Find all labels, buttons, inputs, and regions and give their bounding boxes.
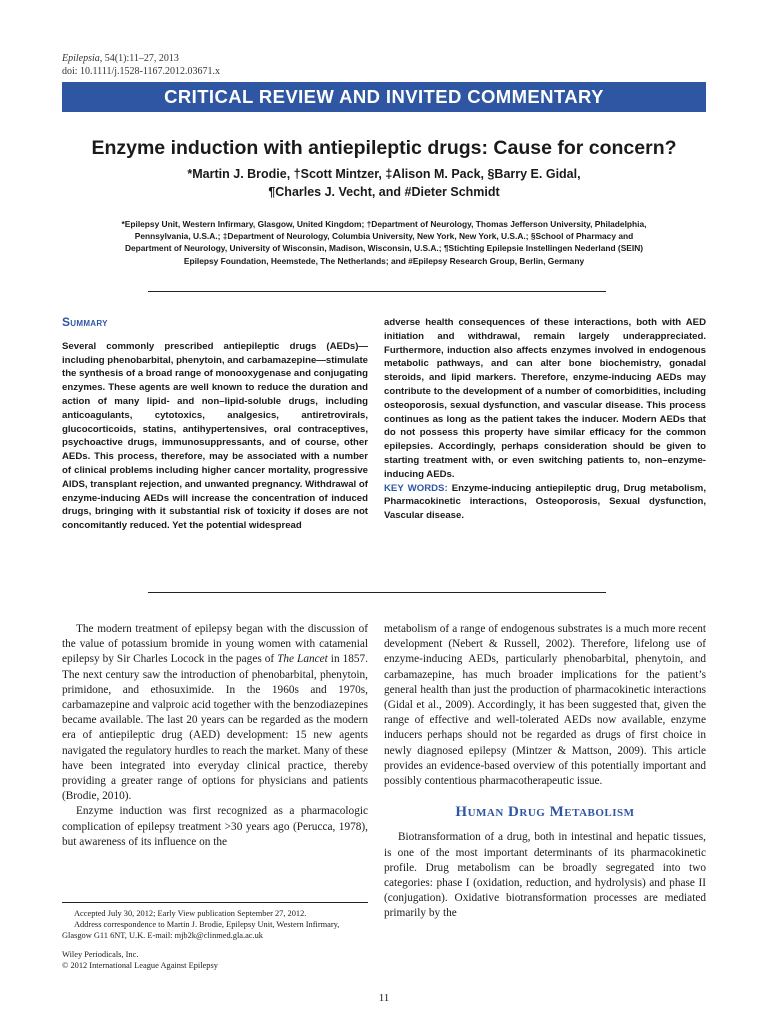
footnote-publisher: Wiley Periodicals, Inc. [62,950,139,959]
author-line: *Martin J. Brodie, †Scott Mintzer, ‡Alison M. Pack, §Barry E. Gidal, [187,167,581,181]
affiliation-line: Pennsylvania, U.S.A.; ‡Department of Neurology, Columbia University, New York, New York, U.S.A.; §School of Pharmacy and [134,231,634,242]
summary-right-column [384,316,706,523]
body-left-column [62,622,368,850]
journal-volume: , 54(1):11–27, 2013 [99,53,179,64]
page-number: 11 [378,992,390,1004]
footnote-copyright: © 2012 International League Against Epilepsy [62,961,218,970]
author-list [60,165,708,201]
paragraph-text: in 1857. The next century saw the introduction of phenobarbital, phenytoin, primidone, and ethosuximide. In the 1960s and 1970s, carbamazepine and valproic acid together with the benzodiazepines became available. The last 20 years can be regarded as the modern era of antiepileptic drug (AED) development: 15 new agents navigated the regulatory hurdles to reach the market. Many of these have been integrated into everyday clinical practice, thereby providing a greater range of options for physicians and patients (Brodie, 2010). [62,653,368,803]
doi: doi: 10.1111/j.1528-1167.2012.03671.x [62,66,220,77]
summary-left-column [62,316,368,533]
journal-reference [62,52,220,78]
paragraph-text: The modern treatment of epilepsy began with the discussion of the value of potassium bromide in young women with catamenial epilepsy by Sir Charles Locock in the pages of [62,623,368,666]
affiliation-line: *Epilepsy Unit, Western Infirmary, Glasgow, United Kingdom; †Department of Neurology, Thomas Jefferson University, Philadelphia, [121,219,647,229]
footnote-divider [62,902,368,903]
paragraph: metabolism of a range of endogenous substrates is a much more recent development (Nebert & Russell, 2002). Therefore, lifelong use of enzyme-inducing AEDs, particularly phenobarbital, phenytoin, and carbamazepine, has much broader implications for the patient’s general health than just the production of pharmacokinetic interactions (Gidal et al., 2009). Accordingly, it has been suggested that, given the range of effective and well-tolerated AEDs now available, enzyme inducers perhaps should not be regarded as drugs of first choice in newly diagnosed epilepsy (Mintzer & Mattson, 2009). This article provides an evidence-based overview of this potentially important and possibly contentious pharmacotherapeutic issue. [384,623,706,788]
body-right-column [384,622,706,922]
affiliation-line: Epilepsy Foundation, Heemstede, The Netherlands; and #Epilepsy Research Group, Berlin, Germany [183,255,585,266]
author-line: ¶Charles J. Vecht, and #Dieter Schmidt [268,185,500,199]
journal-citation [62,52,220,65]
journal-name: Epilepsia [62,53,100,64]
divider [148,291,606,292]
summary-text: Several commonly prescribed antiepileptic drugs (AEDs)—including phenobarbital, phenytoin, and carbamazepine—stimulate the synthesis of a broad range of monooxygenase and conjugating enzymes. These agents are well known to reduce the duration and action of many lipid- and non–lipid-soluble drugs, including anticoagulants, cytotoxics, analgesics, antiretrovirals, glucocorticoids, statins, antihypertensives, oral contraceptives, psychoactive drugs, immunosuppressants, and of course, other AEDs. This process, therefore, may be associated with a number of clinical problems including higher cancer mortality, progressive AIDS, transplant rejection, and unwanted pregnancy. Withdrawal of enzyme-inducing AEDs will increase the concentration of induced drugs, bringing with it substantial risk of toxicity if doses are not concomitantly reduced. Yet the potential widespread [62,340,368,532]
affiliation-line: Department of Neurology, University of Wisconsin, Madison, Wisconsin, U.S.A.; ¶Stichting Epilepsie Instellingen Nederland (SEIN) [124,243,644,254]
affiliations [48,218,720,267]
summary-text: adverse health consequences of these interactions, both with AED initiation and withdrawal, remain largely underappreciated. Furthermore, induction also affects enzymes involved in endogenous metabolic pathways, and can alter bone biochemistry, gonadal steroids, and lipid markers. Therefore, enzyme-inducing AEDs may contribute to the development of a number of comorbidities, including osteoporosis, sexual dysfunction, and vascular disease. This process continues as long as the patient takes the inducer. Modern AEDs that do not possess this property have similar efficacy for the common epilepsies. Accordingly, perhaps consideration should be given to starting treatment with, or even switching patients to, non–enzyme-inducing AEDs. [384,317,706,480]
footnote-accepted: Accepted July 30, 2012; Early View publication September 27, 2012. [74,909,307,918]
paragraph: Biotransformation of a drug, both in intestinal and hepatic tissues, is one of the most important determinants of its pharmacokinetic profile. Drug metabolism can be broadly segregated into two categories: phase I (oxidation, reduction, and hydrolysis) and phase II (conjugation). Oxidative biotransformation processes are mediated primarily by the [384,831,706,920]
footnotes [62,908,368,971]
keywords-text: Enzyme-inducing antiepileptic drug, Drug metabolism, Pharmacokinetic interactions, Osteoporosis, Sexual dysfunction, Vascular disease. [384,482,706,522]
paragraph: Enzyme induction was first recognized as a pharmacologic complication of epilepsy treatment >30 years ago (Perucca, 1978), but awareness of its influence on the [62,805,368,848]
journal-title-italic: The Lancet [277,653,328,666]
section-banner: CRITICAL REVIEW AND INVITED COMMENTARY [62,82,706,112]
footnote-address: Address correspondence to Martin J. Brodie, Epilepsy Unit, Western Infirmary, Glasgow G11 6NT, U.K. E-mail: mjb2k@clinmed.gla.ac.uk [62,920,340,940]
summary-heading: Summary [62,315,108,329]
keywords [384,482,706,523]
divider [148,592,606,593]
article-title: Enzyme induction with antiepileptic drugs: Cause for concern? [91,137,677,159]
section-heading: Human Drug Metabolism [455,804,635,821]
paragraph [62,622,368,804]
keywords-label: KEY WORDS: [384,482,448,494]
